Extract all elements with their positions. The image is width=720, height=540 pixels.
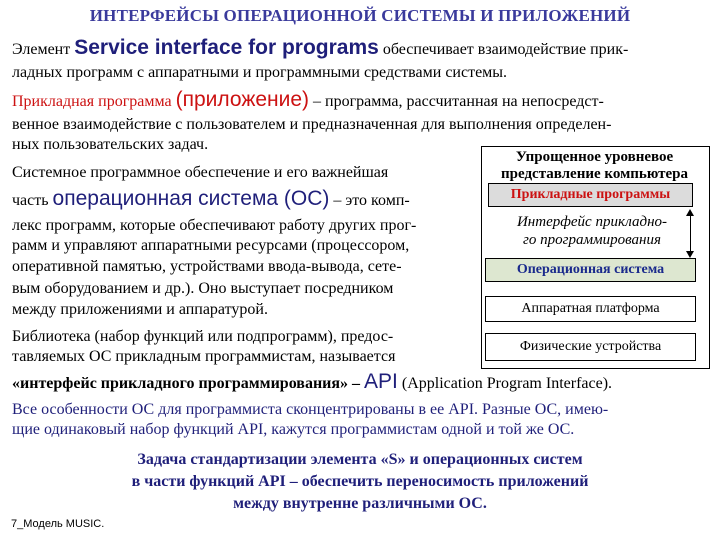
para1-prefix: Элемент: [12, 41, 75, 58]
para4-api-abbr: API: [364, 370, 398, 393]
para4-line1: Библиотека (набор функций или подпрограмм), предос-: [12, 328, 394, 345]
para2-prefix: Прикладная программа: [12, 93, 176, 110]
layer-api-label: [498, 213, 686, 249]
page-title: ИНТЕРФЕЙСЫ ОПЕРАЦИОННОЙ СИСТЕМЫ И ПРИЛОЖЕНИЙ: [89, 6, 631, 25]
api-label-line1: Интерфейс прикладно-: [516, 214, 668, 230]
para1-line2: ладных программ с аппаратными и программными средствами системы.: [12, 64, 508, 81]
para3-line2-prefix: часть: [12, 192, 53, 209]
para2-line2: венное взаимодействие с пользователем и предназначенная для выполнения определен-: [12, 116, 612, 133]
para2-line1: [12, 90, 604, 112]
task-line1: Задача стандартизации элемента «S» и операционных систем: [137, 451, 583, 468]
para3-line4: рамм и управляют аппаратными ресурсами (процессором,: [12, 237, 410, 254]
para4-line2: тавляемых ОС прикладным программистам, называется: [12, 348, 396, 365]
para4-api-term: «интерфейс прикладного программирования» –: [12, 375, 365, 392]
para4-line4: Все особенности ОС для программиста сконцентрированы в ее API. Разные ОС, имею-: [12, 401, 609, 418]
para3-line5: оперативной памятью, устройствами ввода-вывода, сете-: [12, 258, 402, 275]
para3-line3: лекс программ, которые обеспечивают работу других прог-: [12, 217, 417, 234]
para4-api-expansion: (Application Program Interface).: [397, 375, 613, 392]
para3-line2: [12, 189, 410, 211]
para2-line3: ных пользовательских задач.: [12, 136, 209, 153]
layer-physical-devices: Физические устройства: [485, 333, 696, 361]
task-line2: в части функций API – обеспечить переносимость приложений: [131, 473, 589, 490]
para4-line5: щие одинаковый набор функций API, кажутся программистам одной и той же ОС.: [12, 421, 575, 438]
para1-line1: [12, 38, 628, 60]
api-label-line2: го программирования: [523, 232, 661, 248]
para1-term: Service interface for programs: [74, 36, 379, 59]
para2-term: (приложение): [175, 88, 310, 111]
para3-line7: между приложениями и аппаратурой.: [12, 301, 268, 318]
api-arrow-shaft: [690, 213, 691, 255]
para2-suffix: – программа, рассчитанная на непосредст-: [309, 93, 604, 110]
layer-applications: Прикладные программы: [488, 183, 693, 207]
arrow-down-icon: [686, 251, 694, 258]
diagram-title: [481, 149, 708, 183]
footer-label: 7_Модель MUSIC.: [11, 518, 105, 530]
para3-line2-suffix: – это комп-: [329, 192, 410, 209]
diagram-title-line2: представление компьютера: [501, 166, 688, 182]
arrow-up-icon: [686, 209, 694, 216]
task-line3: между внутренне различными ОС.: [233, 495, 487, 512]
para3-os-term: операционная система (ОС): [52, 187, 330, 210]
para1-suffix: обеспечивает взаимодействие прик-: [378, 41, 629, 58]
diagram-title-line1: Упрощенное уровневое: [515, 149, 674, 165]
para3-line1: Системное программное обеспечение и его важнейшая: [12, 164, 389, 181]
layer-operating-system: Операционная система: [485, 258, 696, 282]
para4-line3: [12, 372, 612, 394]
layer-hardware-platform: Аппаратная платформа: [485, 296, 696, 322]
para3-line6: вым оборудованием и др.). Оно выступает посредником: [12, 280, 394, 297]
